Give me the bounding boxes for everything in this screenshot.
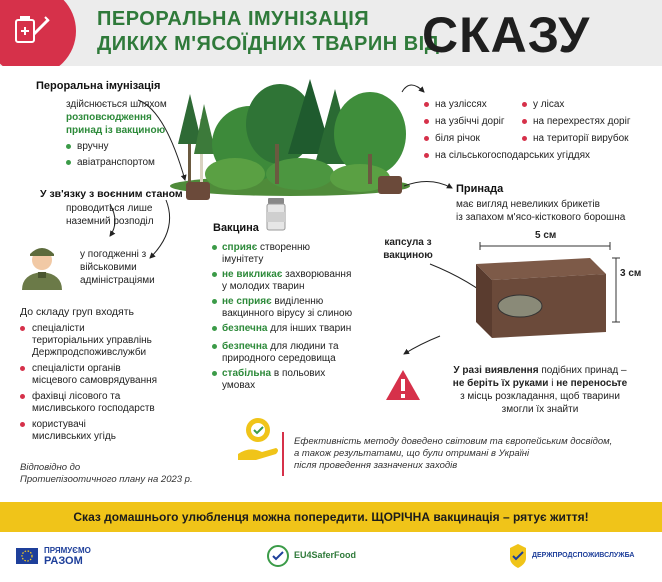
vaccine-bold: не сприяє (222, 296, 272, 307)
bullet-dot (66, 144, 71, 149)
bullet-dot (20, 326, 25, 331)
logo-pryamuemo (44, 546, 91, 567)
page-title-line1: ПЕРОРАЛЬНА ІМУНІЗАЦІЯ (97, 8, 370, 30)
group-line: територіальних управлінь (32, 335, 152, 346)
location-item (522, 130, 630, 147)
footer (0, 532, 662, 582)
warning-bold: не переносьте (556, 378, 628, 389)
eu-flag-icon (16, 548, 38, 564)
war-line1: проводиться лише (66, 203, 153, 214)
bait-line2: із запахом м'ясо-кісткового борошна (456, 212, 626, 223)
bullet-dot (212, 326, 217, 331)
derzhprod-logo-icon (508, 544, 528, 568)
warning-line4: змогли їх знайти (501, 404, 579, 415)
location-item (522, 96, 630, 113)
oral-bold2: принад із вакциною (66, 125, 166, 136)
list-item (212, 367, 387, 394)
list-item (20, 322, 200, 362)
groups-heading: До складу груп входять (20, 306, 135, 318)
vaccine-line2: імунітету (222, 254, 264, 265)
vaccine-rest: виділенню (271, 296, 324, 307)
bullet-dot (212, 272, 217, 277)
bullet-dot (20, 394, 25, 399)
war-line2: наземний розподіл (66, 216, 154, 227)
vaccine-vial-icon (265, 198, 287, 232)
vaccine-rest: в польових (271, 368, 326, 379)
page-title-line2: ДИКИХ М'ЯСОЇДНИХ ТВАРИН ВІД (97, 33, 440, 55)
location-label: на узліссях (435, 99, 487, 110)
method-label: авіатранспортом (77, 157, 155, 168)
vaccine-bold: безпечна (222, 341, 268, 352)
oral-bold1: розповсюдження (66, 112, 152, 123)
vaccine-line2: вакцинного вірусу зі слиною (222, 308, 353, 319)
military-line2: військовими (80, 262, 137, 273)
eu4saferfood-icon (266, 544, 290, 568)
bait-brick-large (462, 248, 612, 343)
list-item (212, 268, 387, 295)
vaccine-bold: безпечна (222, 323, 268, 334)
group-line: мисливських угідь (32, 431, 116, 442)
warning-bold: У разі виявлення (453, 365, 539, 376)
efficiency-line1: Ефективність методу доведено світовим та європейським досвідом, (294, 436, 613, 447)
vaccine-line2: умовах (222, 380, 256, 391)
plan-line1: Відповідно до (20, 462, 81, 473)
vaccine-line2: природного середовища (222, 353, 336, 364)
vaccine-rest: захворювання (282, 269, 352, 280)
warning-rest: подібних принад – (538, 365, 627, 376)
vaccine-bold: не викликає (222, 269, 283, 280)
military-line1: у погодженні з (80, 249, 147, 260)
bullet-dot (212, 344, 217, 349)
location-label: у лісах (533, 99, 565, 110)
bullet-dot (522, 102, 527, 107)
bullet-dot (424, 102, 429, 107)
military-line3: адміністраціями (80, 275, 155, 286)
efficiency-line2: а також результатами, що були отримані в Україні (294, 448, 530, 459)
vaccine-heading: Вакцина (213, 222, 259, 234)
warning-rest: і (548, 378, 557, 389)
group-line: спеціалісти органів (32, 363, 121, 374)
method-item (66, 139, 109, 155)
bullet-dot (522, 119, 527, 124)
bullet-dot (424, 136, 429, 141)
bullet-dot (212, 245, 217, 250)
vaccine-rest: для людини та (267, 341, 339, 352)
list-item (20, 362, 200, 390)
logo-derzhprod: ДЕРЖПРОДСПОЖИВСЛУЖБА (532, 552, 635, 559)
list-item (212, 295, 387, 322)
warning-line3: з місць розкладання, щоб тварини (460, 391, 620, 402)
vaccine-line (222, 322, 351, 335)
list-item (212, 322, 387, 340)
bottom-banner: Сказ домашнього улюбленця можна попередити. ЩОРІЧНА вакцинація – рятує життя! (0, 502, 662, 532)
capsule-line2: вакциною (383, 250, 433, 261)
bait-heading: Принада (456, 183, 504, 195)
list-item (20, 418, 200, 446)
logo-eu4saferfood: EU4SaferFood (294, 550, 357, 560)
list-item (20, 390, 200, 418)
efficiency-text (294, 436, 644, 472)
group-line: фахівці лісового та (32, 391, 121, 402)
bullet-dot (20, 366, 25, 371)
location-label: на сільськогосподарських угіддях (435, 150, 590, 161)
warning-line1 (430, 364, 650, 377)
vaccine-rest: для інших тварин (267, 323, 352, 334)
group-line: місцевого самоврядування (32, 375, 158, 386)
bullet-dot (212, 299, 217, 304)
page-title-big: СКАЗУ (422, 7, 591, 63)
bait-height-label: 3 см (620, 268, 642, 279)
bullet-dot (20, 422, 25, 427)
efficiency-box (282, 432, 642, 476)
warning-text (430, 364, 650, 416)
location-item (424, 147, 590, 164)
oral-line1: здійснюється шляхом (66, 99, 167, 110)
location-item (522, 113, 630, 130)
vaccine-line2: у молодих тварин (222, 281, 305, 292)
vaccine-bold: стабільна (222, 368, 272, 379)
gear-hand-icon (236, 414, 282, 462)
plan-line2: Протиепізоотичного плану на 2023 р. (20, 474, 193, 485)
logo1-line1: ПРЯМУЄМО (44, 546, 91, 555)
logo1-line2: РАЗОМ (44, 555, 83, 567)
warning-bold: не беріть їх руками (452, 378, 549, 389)
bullet-dot (212, 371, 217, 376)
vaccine-bold: сприяє (222, 242, 258, 253)
bullet-dot (424, 119, 429, 124)
capsule-line1: капсула з (384, 237, 432, 248)
list-item (212, 241, 387, 268)
oral-heading: Пероральна імунізація (36, 80, 161, 92)
location-label: на території вирубок (533, 133, 629, 144)
warning-triangle-icon (384, 368, 422, 402)
vaccine-list (212, 241, 387, 394)
soldier-icon (16, 238, 68, 292)
method-label: вручну (77, 141, 109, 152)
groups-list (20, 322, 200, 446)
location-label: на перехрестях доріг (533, 116, 631, 127)
efficiency-line3: після проведення зазначених заходів (294, 460, 458, 471)
vaccine-rest: створенню (257, 242, 311, 253)
method-item (66, 155, 155, 171)
war-heading: У зв'язку з воєнним станом (40, 188, 183, 200)
bullet-dot (66, 160, 71, 165)
bullet-dot (522, 136, 527, 141)
bait-line1: має вигляд невеликих брикетів (456, 199, 600, 210)
group-line: користувачі (32, 419, 86, 430)
group-line: спеціалісти (32, 323, 85, 334)
location-label: на узбіччі доріг (435, 116, 505, 127)
warning-line2 (430, 377, 650, 390)
location-label: біля річок (435, 133, 480, 144)
group-line: мисливського господарств (32, 403, 155, 414)
locations-col2 (522, 96, 630, 147)
list-item (212, 340, 387, 367)
group-line: Держпродспоживслужби (32, 347, 147, 358)
bullet-dot (424, 153, 429, 158)
bait-width-label: 5 см (535, 230, 557, 241)
